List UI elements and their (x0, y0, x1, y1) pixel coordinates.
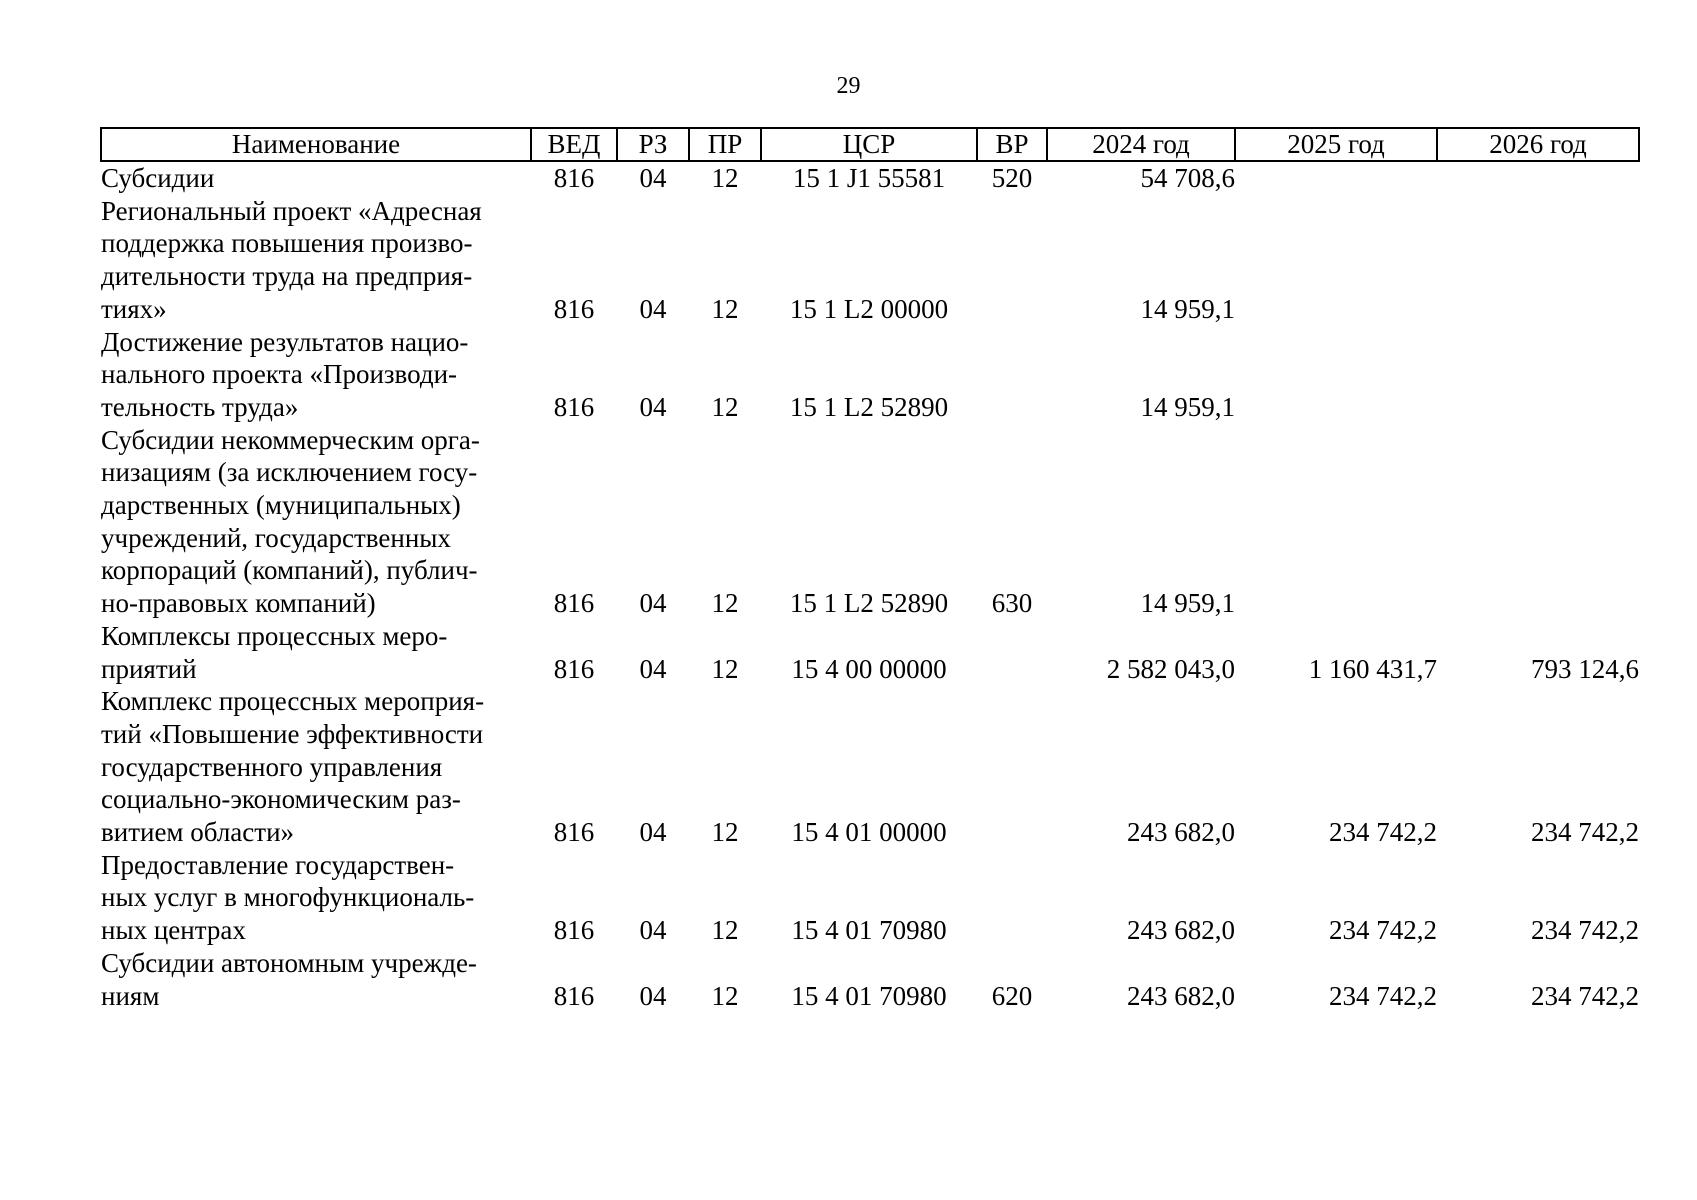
cell-csr: 15 4 01 70980 (791, 980, 947, 1011)
name-line: дительности труда на предприя- (101, 261, 473, 292)
cell-csr: 15 1 L2 52890 (789, 391, 949, 422)
name-line: Субсидии автономным учрежде- (101, 947, 477, 978)
cell-2024: 243 682,0 (1127, 980, 1235, 1011)
cell-name (101, 195, 531, 326)
name-line: социально-экономическим раз- (101, 784, 461, 815)
table-body (101, 161, 1639, 1012)
name-line: тиях» (101, 293, 167, 324)
cell-2025: 234 742,2 (1329, 915, 1437, 946)
name-line: учреждений, государственных (101, 522, 451, 553)
cell-rz: 04 (639, 817, 667, 848)
name-line: ных услуг в многофункциональ- (101, 882, 475, 913)
name-line: приятий (101, 653, 197, 684)
table-row (101, 947, 1639, 1012)
cell-2026: 234 742,2 (1531, 817, 1639, 848)
name-line: Достижение результатов нацио- (101, 326, 469, 357)
name-line: Субсидии (101, 163, 215, 193)
cell-2024: 243 682,0 (1127, 915, 1235, 946)
header-name: Наименование (101, 128, 531, 161)
cell-pr: 12 (711, 391, 739, 422)
cell-2025 (1235, 161, 1437, 195)
cell-rz: 04 (639, 293, 667, 324)
table-row (101, 620, 1639, 685)
name-line: корпораций (компаний), публич- (101, 555, 478, 586)
table-row (101, 195, 1639, 326)
cell-2025: 234 742,2 (1329, 980, 1437, 1011)
name-line: Комплекс процессных мероприя- (101, 686, 485, 717)
cell-2026 (1437, 326, 1639, 424)
page-number: 29 (836, 73, 861, 99)
cell-vr (977, 195, 1047, 326)
cell-ved: 816 (553, 293, 595, 324)
cell-rz: 04 (639, 163, 667, 193)
cell-ved: 816 (553, 980, 595, 1011)
cell-vr (977, 685, 1047, 849)
table-header-row (101, 128, 1639, 161)
cell-ved: 816 (553, 817, 595, 848)
cell-vr (977, 620, 1047, 685)
cell-2025: 234 742,2 (1329, 817, 1437, 848)
cell-ved: 816 (553, 915, 595, 946)
name-line: но-правовых компаний) (101, 588, 376, 619)
cell-vr (977, 849, 1047, 947)
cell-vr: 630 (991, 588, 1033, 619)
name-line: Региональный проект «Адресная (101, 195, 482, 226)
cell-rz: 04 (639, 980, 667, 1011)
cell-2024: 2 582 043,0 (1106, 653, 1235, 684)
cell-2026 (1437, 195, 1639, 326)
cell-name (101, 685, 531, 849)
header-csr: ЦСР (761, 128, 977, 161)
name-line: Предоставление государствен- (101, 849, 455, 880)
name-line: Субсидии некоммерческим орга- (101, 424, 480, 455)
cell-2026: 234 742,2 (1531, 915, 1639, 946)
table-row (101, 326, 1639, 424)
name-line: ниям (101, 980, 160, 1011)
cell-2025 (1235, 195, 1437, 326)
cell-rz: 04 (639, 391, 667, 422)
cell-name (101, 326, 531, 424)
cell-rz: 04 (639, 915, 667, 946)
cell-csr: 15 1 J1 55581 (792, 163, 946, 193)
cell-csr: 15 4 01 70980 (791, 915, 947, 946)
cell-name (101, 424, 531, 620)
cell-csr: 15 1 L2 00000 (789, 293, 949, 324)
cell-pr: 12 (711, 588, 739, 619)
name-line: Комплексы процессных меро- (101, 620, 448, 651)
cell-2024: 243 682,0 (1127, 817, 1235, 848)
cell-ved: 816 (553, 163, 595, 193)
cell-pr: 12 (711, 293, 739, 324)
cell-pr: 12 (711, 915, 739, 946)
cell-2026 (1437, 424, 1639, 620)
cell-rz: 04 (639, 653, 667, 684)
cell-2025 (1235, 326, 1437, 424)
header-2026: 2026 год (1437, 128, 1639, 161)
name-line: витием области» (101, 817, 295, 848)
cell-2026 (1437, 161, 1639, 195)
name-line: нального проекта «Производи- (101, 359, 458, 390)
cell-csr: 15 4 01 00000 (791, 817, 947, 848)
table-row (101, 685, 1639, 849)
cell-pr: 12 (711, 980, 739, 1011)
cell-2026: 234 742,2 (1531, 980, 1639, 1011)
cell-vr (977, 326, 1047, 424)
cell-pr: 12 (711, 653, 739, 684)
cell-pr: 12 (711, 817, 739, 848)
name-line: поддержка повышения произво- (101, 228, 473, 259)
cell-ved: 816 (553, 653, 595, 684)
cell-2026: 793 124,6 (1531, 653, 1639, 684)
cell-csr: 15 1 L2 52890 (789, 588, 949, 619)
name-line: тельность труда» (101, 391, 299, 422)
header-2024: 2024 год (1047, 128, 1235, 161)
name-line: дарственных (муниципальных) (101, 490, 461, 521)
cell-csr: 15 4 00 00000 (791, 653, 947, 684)
budget-table (100, 127, 1640, 1012)
cell-2024: 14 959,1 (1140, 588, 1235, 619)
cell-rz: 04 (639, 588, 667, 619)
cell-name (101, 161, 531, 195)
cell-name (101, 620, 531, 685)
table-row (101, 849, 1639, 947)
name-line: ных центрах (101, 915, 246, 946)
cell-ved: 816 (553, 588, 595, 619)
header-ved: ВЕД (531, 128, 617, 161)
cell-vr: 620 (991, 980, 1033, 1011)
header-rz: РЗ (617, 128, 689, 161)
cell-name (101, 849, 531, 947)
cell-name (101, 947, 531, 1012)
cell-2025 (1235, 424, 1437, 620)
cell-2024: 14 959,1 (1140, 293, 1235, 324)
name-line: тий «Повышение эффективности (101, 718, 484, 749)
header-vr: ВР (977, 128, 1047, 161)
cell-pr: 12 (711, 163, 739, 193)
name-line: государственного управления (101, 751, 443, 782)
cell-2024: 54 708,6 (1140, 163, 1235, 193)
cell-vr: 520 (991, 163, 1033, 193)
table-row (101, 161, 1639, 195)
header-2025: 2025 год (1235, 128, 1437, 161)
header-pr: ПР (689, 128, 761, 161)
table-row (101, 424, 1639, 620)
name-line: низациям (за исключением госу- (101, 457, 478, 488)
cell-2025: 1 160 431,7 (1308, 653, 1437, 684)
cell-2024: 14 959,1 (1140, 391, 1235, 422)
cell-ved: 816 (553, 391, 595, 422)
